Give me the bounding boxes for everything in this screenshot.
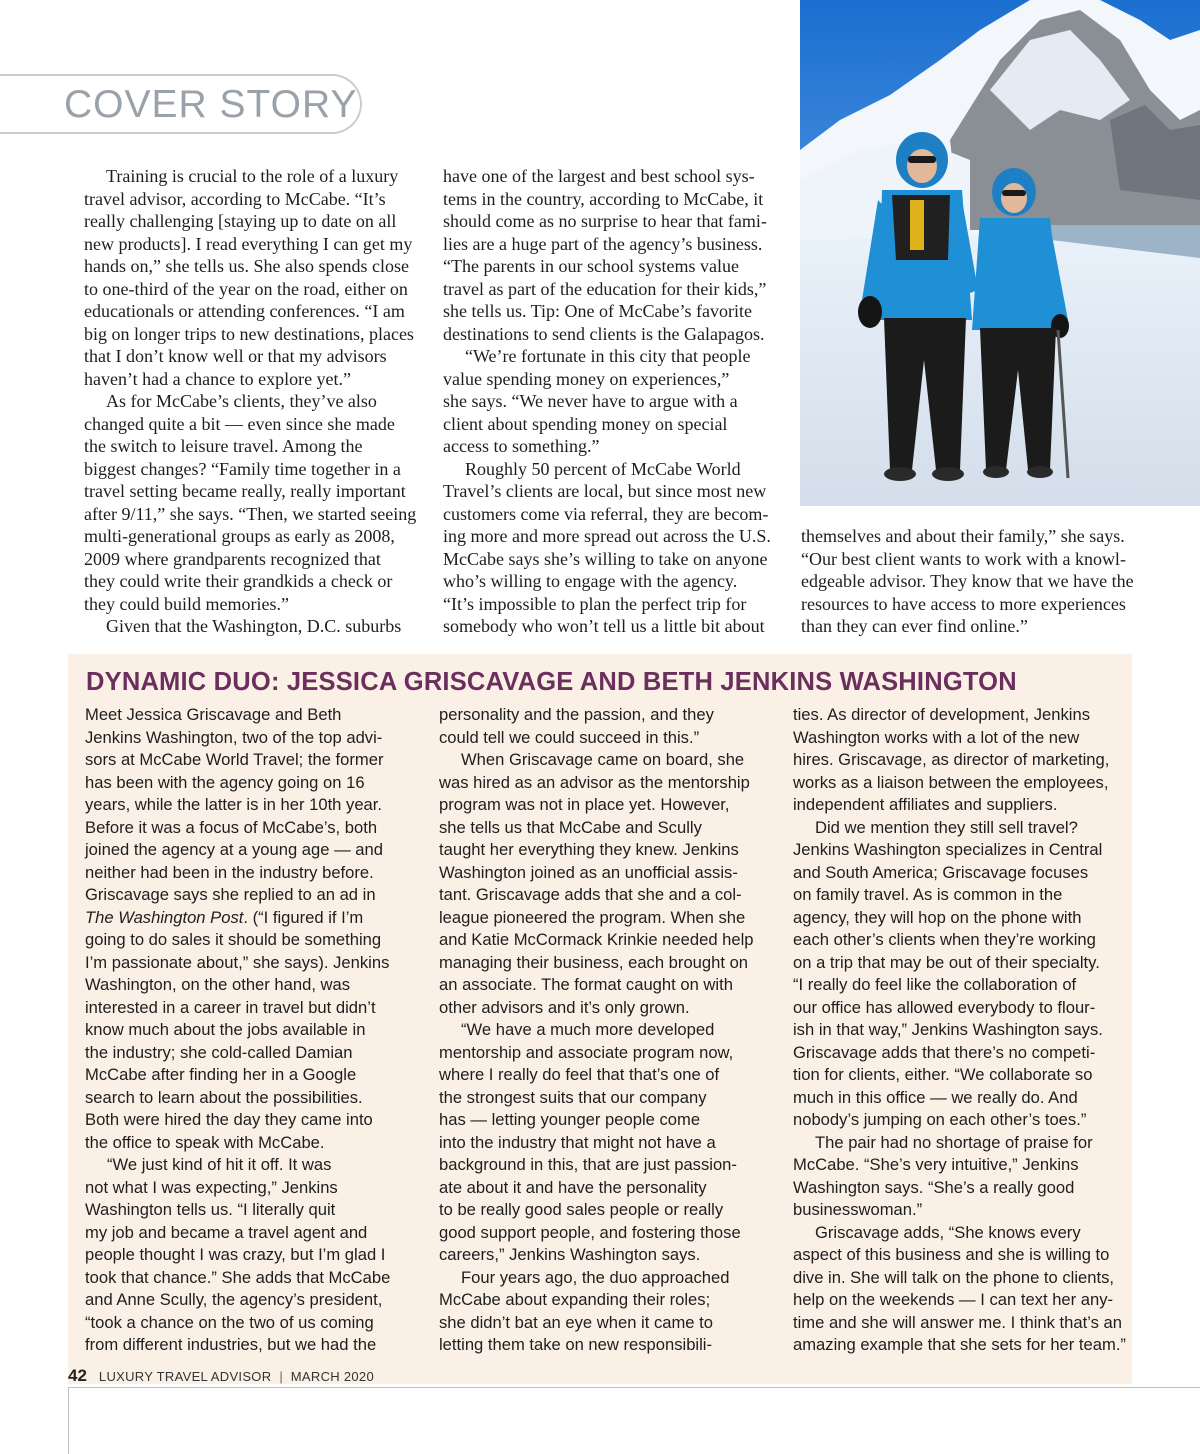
paragraph-line: sors at McCabe World Travel; the former bbox=[85, 750, 384, 769]
paragraph-line: program was not in place yet. However, bbox=[439, 795, 730, 814]
paragraph-fragment: . (“I figured if I’m bbox=[243, 907, 364, 927]
paragraph-line: she tells us that McCabe and Scully bbox=[439, 817, 702, 837]
paragraph-line: time and she will answer me. I think that’s an bbox=[793, 1312, 1122, 1332]
paragraph-line: Jenkins Washington, two of the top advi- bbox=[85, 727, 383, 747]
paragraph-line: When Griscavage came on board, she bbox=[461, 750, 745, 769]
paragraph-line: where I really do feel that that’s one of bbox=[439, 1065, 720, 1084]
paragraph-line: McCabe. “She’s very intuitive,” Jenkins bbox=[793, 1155, 1079, 1174]
paragraph-line: search to learn about the possibilities. bbox=[85, 1087, 363, 1107]
paragraph-line: travel setting became really, really important bbox=[84, 481, 406, 501]
paragraph-line: “We have a much more developed bbox=[461, 1020, 715, 1039]
paragraph-line: an associate. The format caught on with bbox=[439, 975, 733, 994]
paragraph-line: Washington tells us. “I literally quit bbox=[85, 1200, 336, 1219]
section-label: COVER STORY bbox=[64, 83, 358, 126]
paragraph-line: resources to have access to more experiences bbox=[801, 593, 1126, 614]
paragraph-line: haven’t had a chance to explore yet.” bbox=[84, 368, 352, 389]
footer-separator: | bbox=[279, 1369, 283, 1384]
paragraph-line: Roughly 50 percent of McCabe World bbox=[465, 458, 741, 479]
paragraph-line: managing their business, each brought on bbox=[439, 952, 749, 972]
paragraph-line: themselves and about their family,” she says. bbox=[801, 526, 1125, 546]
paragraph-line: personality and the passion, and they bbox=[439, 705, 714, 724]
paragraph-line: people thought I was crazy, but I’m glad I bbox=[85, 1245, 386, 1264]
paragraph-line: McCabe after finding her in a Google bbox=[85, 1065, 357, 1084]
paragraph-line: really challenging [staying up to date on all bbox=[84, 211, 397, 231]
paragraph-line: years, while the latter is in her 10th year. bbox=[85, 795, 382, 814]
paragraph-line: tems in the country, according to McCabe, it bbox=[443, 188, 764, 209]
paragraph-line: they could build memories.” bbox=[84, 593, 289, 614]
paragraph-line: 2009 where grandparents recognized that bbox=[84, 548, 381, 569]
paragraph-line: hires. Griscavage, as director of marketing, bbox=[793, 750, 1110, 769]
paragraph-line: aspect of this business and she is willing to bbox=[793, 1245, 1110, 1264]
paragraph-line: she tells us. Tip: One of McCabe’s favorite bbox=[443, 301, 752, 321]
paragraph-line: careers,” Jenkins Washington says. bbox=[439, 1245, 701, 1264]
paragraph-line: took that chance.” She adds that McCabe bbox=[85, 1267, 391, 1287]
paragraph-line: my job and became a travel agent and bbox=[85, 1222, 368, 1242]
publication-name: LUXURY TRAVEL ADVISOR bbox=[98, 1369, 272, 1384]
paragraph-line: McCabe about expanding their roles; bbox=[439, 1290, 711, 1309]
paragraph-line: Griscavage adds that there’s no competi- bbox=[793, 1042, 1096, 1062]
paragraph-line: “took a chance on the two of us coming bbox=[85, 1312, 374, 1332]
paragraph-line: Given that the Washington, D.C. suburbs bbox=[106, 616, 402, 636]
paragraph-line: from different industries, but we had the bbox=[85, 1335, 377, 1354]
sidebar-title: DYNAMIC DUO: JESSICA GRISCAVAGE AND BETH JENKINS WASHINGTON bbox=[86, 668, 1017, 696]
page-footer bbox=[68, 1366, 374, 1390]
article-column-3 bbox=[801, 525, 1141, 638]
paragraph-line: value spending money on experiences,” bbox=[443, 368, 730, 389]
paragraph-line: has — letting younger people come bbox=[439, 1110, 701, 1129]
paragraph-line: going to do sales it should be something bbox=[85, 930, 382, 949]
paragraph-line: Travel’s clients are local, but since most new bbox=[443, 481, 767, 501]
paragraph-line: biggest changes? “Family time together in a bbox=[84, 458, 401, 479]
paragraph-line: “We’re fortunate in this city that people bbox=[465, 346, 751, 366]
paragraph-line: tant. Griscavage adds that she and a col- bbox=[439, 885, 742, 904]
paragraph-line: she didn’t bat an eye when it came to bbox=[439, 1312, 713, 1332]
paragraph-line: has been with the agency going on 16 bbox=[85, 772, 365, 792]
paragraph-line: league pioneered the program. When she bbox=[439, 907, 746, 927]
paragraph-line: McCabe says she’s willing to take on anyone bbox=[443, 548, 768, 569]
paragraph-line: other advisors and it’s only grown. bbox=[439, 997, 690, 1017]
paragraph-line: should come as no surprise to hear that fami- bbox=[443, 211, 767, 231]
paragraph-line: As for McCabe’s clients, they’ve also bbox=[106, 391, 377, 411]
paragraph-line: good support people, and fostering those bbox=[439, 1222, 741, 1242]
paragraph-line: multi-generational groups as early as 2008, bbox=[84, 526, 395, 546]
paragraph-line: ing more and more spread out across the U.S. bbox=[443, 526, 771, 546]
sidebar-column-1 bbox=[85, 704, 430, 1357]
paragraph-line: “The parents in our school systems value bbox=[443, 256, 739, 276]
paragraph-line: destinations to send clients is the Galapagos. bbox=[443, 323, 765, 344]
paragraph-line: big on longer trips to new destinations, places bbox=[84, 323, 414, 344]
paragraph-line: tion for clients, either. “We collaborate so bbox=[793, 1065, 1093, 1084]
paragraph-line: Washington joined as an unofficial assis- bbox=[439, 862, 738, 882]
paragraph-line: agency, they will hop on the phone with bbox=[793, 907, 1082, 927]
paragraph-line: “I really do feel like the collaboration of bbox=[793, 975, 1077, 994]
paragraph-line: joined the agency at a young age — and bbox=[85, 840, 383, 859]
paragraph-line: the switch to leisure travel. Among the bbox=[84, 436, 363, 456]
paragraph-line: Washington works with a lot of the new bbox=[793, 727, 1080, 747]
paragraph-line: could tell we could succeed in this.” bbox=[439, 727, 700, 747]
paragraph-line: “Our best client wants to work with a knowl- bbox=[801, 548, 1126, 569]
paragraph-line: and Katie McCormack Krinkie needed help bbox=[439, 930, 754, 949]
sidebar-column-3 bbox=[793, 704, 1138, 1357]
paragraph-line: Did we mention they still sell travel? bbox=[815, 817, 1078, 837]
paragraph-line: ties. As director of development, Jenkins bbox=[793, 705, 1090, 724]
paragraph-line: access to something.” bbox=[443, 436, 600, 456]
paragraph-line: each other’s clients when they’re working bbox=[793, 930, 1096, 949]
paragraph-line: the industry; she cold-called Damian bbox=[85, 1042, 353, 1062]
paragraph-line: Washington says. “She’s a really good bbox=[793, 1177, 1075, 1197]
paragraph-line: and Anne Scully, the agency’s president, bbox=[85, 1290, 383, 1309]
issue-date: MARCH 2020 bbox=[290, 1369, 374, 1384]
antarctica-photo bbox=[800, 0, 1200, 506]
paragraph-line: after 9/11,” she says. “Then, we started seeing bbox=[84, 503, 417, 524]
paragraph-line: to one-third of the year on the road, either on bbox=[84, 278, 408, 299]
paragraph-line: travel advisor, according to McCabe. “It’s bbox=[84, 188, 386, 209]
paragraph-line: Jenkins Washington specializes in Central bbox=[793, 840, 1103, 859]
paragraph-line: Before it was a focus of McCabe’s, both bbox=[85, 817, 378, 837]
paragraph-line: that I don’t know well or that my advisors bbox=[84, 346, 387, 366]
paragraph-line: ish in that way,” Jenkins Washington says. bbox=[793, 1020, 1103, 1039]
article-column-2 bbox=[443, 165, 783, 638]
article-column-1 bbox=[84, 165, 424, 638]
paragraph-line: to be really good sales people or really bbox=[439, 1200, 724, 1219]
sidebar-box bbox=[68, 654, 1132, 1384]
paragraph-line: was hired as an advisor as the mentorship bbox=[439, 772, 750, 792]
paragraph-line: Griscavage adds, “She knows every bbox=[815, 1222, 1081, 1242]
section-tab bbox=[0, 74, 362, 134]
paragraph-line: The pair had no shortage of praise for bbox=[815, 1132, 1093, 1152]
paragraph-line: she says. “We never have to argue with a bbox=[443, 391, 738, 411]
paragraph-line: hands on,” she tells us. She also spends close bbox=[84, 256, 409, 276]
paragraph-line: letting them take on new responsibili- bbox=[439, 1335, 713, 1354]
paragraph-line: somebody who won’t tell us a little bit about bbox=[443, 616, 765, 636]
paragraph-line: amazing example that she sets for her team.” bbox=[793, 1335, 1126, 1354]
paragraph-line: who’s willing to engage with the agency. bbox=[443, 571, 738, 591]
paragraph-line: interested in a career in travel but didn’t bbox=[85, 997, 376, 1017]
paragraph-line: Four years ago, the duo approached bbox=[461, 1267, 730, 1287]
paragraph-line: travel as part of the education for their kids,” bbox=[443, 278, 767, 299]
paragraph-line: Meet Jessica Griscavage and Beth bbox=[85, 705, 342, 724]
paragraph-line: independent affiliates and suppliers. bbox=[793, 795, 1058, 814]
paragraph-line: businesswoman.” bbox=[793, 1200, 923, 1219]
paragraph-line: into the industry that might not have a bbox=[439, 1132, 716, 1152]
paragraph-line: and South America; Griscavage focuses bbox=[793, 862, 1089, 882]
paragraph-line: they could write their grandkids a check or bbox=[84, 571, 393, 591]
paragraph-line: “It’s impossible to plan the perfect trip for bbox=[443, 593, 747, 614]
paragraph-line: ate about it and have the personality bbox=[439, 1177, 707, 1197]
paragraph-line: lies are a huge part of the agency’s business. bbox=[443, 233, 763, 254]
paragraph-line: have one of the largest and best school sys- bbox=[443, 166, 755, 186]
paragraph-line: mentorship and associate program now, bbox=[439, 1042, 734, 1062]
paragraph-line: on family travel. As is common in the bbox=[793, 885, 1063, 904]
paragraph-line: not what I was expecting,” Jenkins bbox=[85, 1177, 338, 1197]
paragraph-line: neither had been in the industry before. bbox=[85, 862, 374, 882]
paragraph-line: client about spending money on special bbox=[443, 413, 728, 434]
sidebar-column-2 bbox=[439, 704, 784, 1357]
paragraph-line: educationals or attending conferences. “I am bbox=[84, 301, 405, 321]
paragraph-line: I’m passionate about,” she says). Jenkins bbox=[85, 952, 390, 972]
paragraph-line: customers come via referral, they are becom- bbox=[443, 503, 769, 524]
page-number: 42 bbox=[68, 1366, 87, 1385]
paragraph-line: on a trip that may be out of their specialty. bbox=[793, 952, 1100, 972]
paragraph-line: help on the weekends — I can text her any- bbox=[793, 1290, 1114, 1309]
paragraph-line: background in this, that are just passion- bbox=[439, 1155, 737, 1174]
paragraph-line: nobody’s jumping on each other’s toes.” bbox=[793, 1110, 1087, 1129]
paragraph-line: changed quite a bit — even since she made bbox=[84, 413, 395, 434]
paragraph-line: Training is crucial to the role of a luxury bbox=[106, 166, 399, 186]
newspaper-title: The Washington Post bbox=[85, 907, 244, 927]
paragraph-line: Griscavage says she replied to an ad in bbox=[85, 885, 376, 904]
paragraph-line: than they can ever find online.” bbox=[801, 616, 1028, 636]
paragraph-line: new products]. I read everything I can get my bbox=[84, 233, 413, 254]
paragraph-line: edgeable advisor. They know that we have the bbox=[801, 571, 1134, 591]
paragraph-line: dive in. She will talk on the phone to clients, bbox=[793, 1267, 1115, 1287]
footer-rule-vertical bbox=[68, 1387, 69, 1454]
paragraph-line: “We just kind of hit it off. It was bbox=[107, 1155, 332, 1174]
paragraph-line: Both were hired the day they came into bbox=[85, 1110, 373, 1129]
paragraph-line: Washington, on the other hand, was bbox=[85, 975, 351, 994]
paragraph-line: works as a liaison between the employees, bbox=[793, 772, 1109, 792]
paragraph-line bbox=[85, 907, 430, 930]
paragraph-line: much in this office — we really do. And bbox=[793, 1087, 1078, 1107]
paragraph-line: know much about the jobs available in bbox=[85, 1020, 366, 1039]
paragraph-line: taught her everything they knew. Jenkins bbox=[439, 840, 739, 859]
paragraph-line: the strongest suits that our company bbox=[439, 1087, 707, 1107]
paragraph-line: the office to speak with McCabe. bbox=[85, 1132, 325, 1152]
paragraph-line: our office has allowed everybody to flour- bbox=[793, 997, 1096, 1017]
